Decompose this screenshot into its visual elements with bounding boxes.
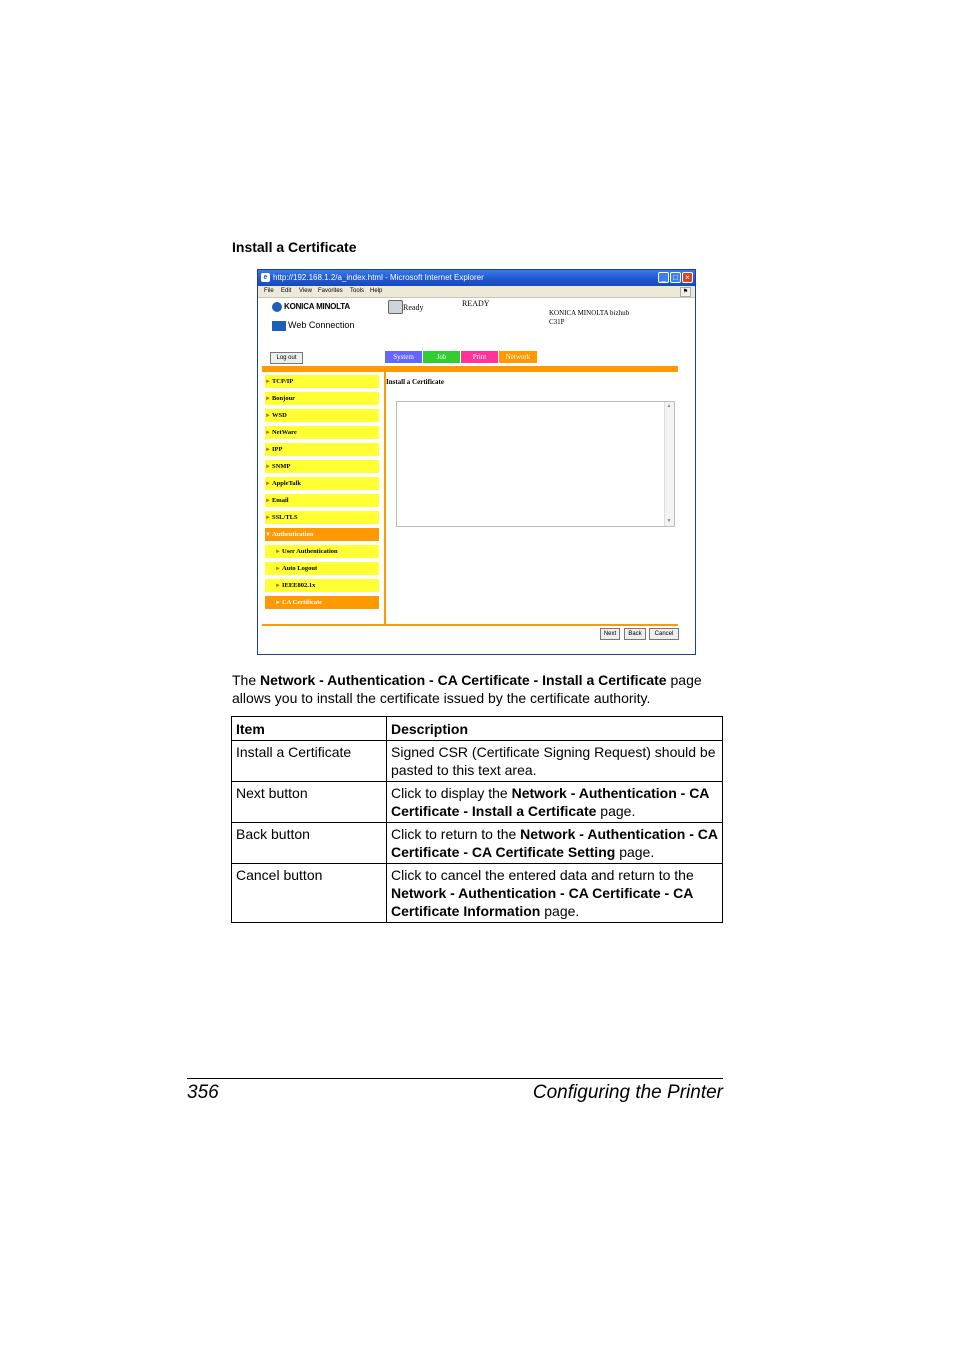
table-row bbox=[232, 823, 723, 864]
chapter-title: Configuring the Printer bbox=[532, 1082, 723, 1103]
sidebar-item-bonjour[interactable]: ►Bonjour bbox=[265, 392, 379, 405]
sidebar-item-snmp[interactable]: ►SNMP bbox=[265, 460, 379, 473]
scroll-down-icon[interactable]: ▼ bbox=[666, 518, 672, 524]
sidebar-item-netware[interactable]: ►NetWare bbox=[265, 426, 379, 439]
row-description: Click to return to the Network - Authentication - CA Certificate - CA Certificate Setting page. bbox=[387, 823, 723, 864]
menu-favorites[interactable]: Favorites bbox=[318, 288, 343, 294]
menu-tools[interactable]: Tools bbox=[350, 288, 365, 294]
menu-bar bbox=[258, 286, 695, 298]
footer-rule bbox=[187, 1078, 723, 1079]
row-description: Click to display the Network - Authentication - CA Certificate - Install a Certificate page. bbox=[387, 782, 723, 823]
ie-icon: e bbox=[261, 273, 270, 282]
table-row bbox=[232, 741, 723, 782]
printer-model bbox=[549, 309, 629, 327]
printer-icon bbox=[388, 300, 403, 314]
minimize-icon[interactable]: _ bbox=[658, 272, 669, 283]
windows-flag-icon: ⚑ bbox=[680, 287, 691, 297]
menu-edit[interactable]: Edit bbox=[281, 288, 292, 294]
model-line-2: C31P bbox=[549, 318, 565, 326]
description-table bbox=[231, 716, 723, 923]
textarea-scrollbar[interactable] bbox=[664, 402, 674, 526]
menu-help[interactable]: Help bbox=[370, 288, 383, 294]
web-page bbox=[262, 298, 692, 653]
sidebar bbox=[262, 372, 386, 624]
status-icon-label: Ready bbox=[403, 303, 424, 312]
window-titlebar bbox=[258, 270, 695, 286]
window-title: http://192.168.1.2/a_index.html - Microsoft Internet Explorer bbox=[273, 273, 484, 282]
back-button[interactable]: Back bbox=[624, 628, 646, 640]
sidebar-item-authentication[interactable]: ▼Authentication bbox=[265, 528, 379, 541]
logout-button[interactable]: Log out bbox=[270, 352, 303, 364]
sidebar-item-user-authentication[interactable]: ►User Authentication bbox=[265, 545, 379, 558]
table-row bbox=[232, 782, 723, 823]
tab-print[interactable]: Print bbox=[461, 351, 498, 363]
sidebar-item-ieee8021x[interactable]: ►IEEE802.1x bbox=[265, 579, 379, 592]
close-icon[interactable]: × bbox=[682, 272, 693, 283]
scroll-up-icon[interactable]: ▲ bbox=[666, 403, 672, 409]
sidebar-item-appletalk[interactable]: ►AppleTalk bbox=[265, 477, 379, 490]
model-line-1: KONICA MINOLTA bizhub bbox=[549, 309, 630, 317]
row-item: Install a Certificate bbox=[232, 741, 387, 782]
sidebar-item-auto-logout[interactable]: ►Auto Logout bbox=[265, 562, 379, 575]
row-description: Click to cancel the entered data and return to the Network - Authentication - CA Certificate - CA Certificate Information page. bbox=[387, 864, 723, 923]
footer-divider bbox=[262, 624, 678, 626]
table-header-row bbox=[232, 717, 723, 741]
tab-system[interactable]: System bbox=[385, 351, 422, 363]
intro-page-path: Network - Authentication - CA Certificate - Install a Certificate bbox=[260, 672, 667, 688]
row-item: Next button bbox=[232, 782, 387, 823]
row-item: Back button bbox=[232, 823, 387, 864]
sidebar-item-ca-certificate[interactable]: ►CA Certificate bbox=[265, 596, 379, 609]
content-title: Install a Certificate bbox=[386, 378, 444, 386]
next-button[interactable]: Next bbox=[600, 628, 620, 640]
konica-minolta-logo: KONICA MINOLTA bbox=[272, 302, 350, 312]
menu-view[interactable]: View bbox=[299, 288, 312, 294]
sidebar-item-email[interactable]: ►Email bbox=[265, 494, 379, 507]
page-number: 356 bbox=[187, 1082, 219, 1103]
certificate-textarea[interactable] bbox=[396, 401, 675, 527]
browser-screenshot bbox=[257, 269, 696, 655]
sidebar-item-ipp[interactable]: ►IPP bbox=[265, 443, 379, 456]
tab-network[interactable]: Network bbox=[499, 351, 537, 363]
row-item: Cancel button bbox=[232, 864, 387, 923]
cancel-button[interactable]: Cancel bbox=[649, 628, 679, 640]
pagescope-logo: Web Connection bbox=[272, 320, 354, 331]
column-header-description: Description bbox=[387, 717, 723, 741]
section-title: Install a Certificate bbox=[232, 239, 357, 255]
sidebar-item-wsd[interactable]: ►WSD bbox=[265, 409, 379, 422]
sidebar-item-tcpip[interactable]: ►TCP/IP bbox=[265, 375, 379, 388]
tab-job[interactable]: Job bbox=[423, 351, 460, 363]
globe-icon bbox=[272, 302, 282, 312]
pagescope-badge bbox=[272, 321, 286, 331]
column-header-item: Item bbox=[232, 717, 387, 741]
printer-status: READY bbox=[462, 299, 490, 308]
maximize-icon[interactable]: □ bbox=[670, 272, 681, 283]
table-row bbox=[232, 864, 723, 923]
sidebar-item-ssl-tls[interactable]: ►SSL/TLS bbox=[265, 511, 379, 524]
menu-file[interactable]: File bbox=[264, 288, 274, 294]
row-description: Signed CSR (Certificate Signing Request) should be pasted to this text area. bbox=[387, 741, 723, 782]
intro-paragraph: The Network - Authentication - CA Certificate - Install a Certificate page allows you to install the certificate issued by the certificate authority. bbox=[232, 672, 702, 706]
